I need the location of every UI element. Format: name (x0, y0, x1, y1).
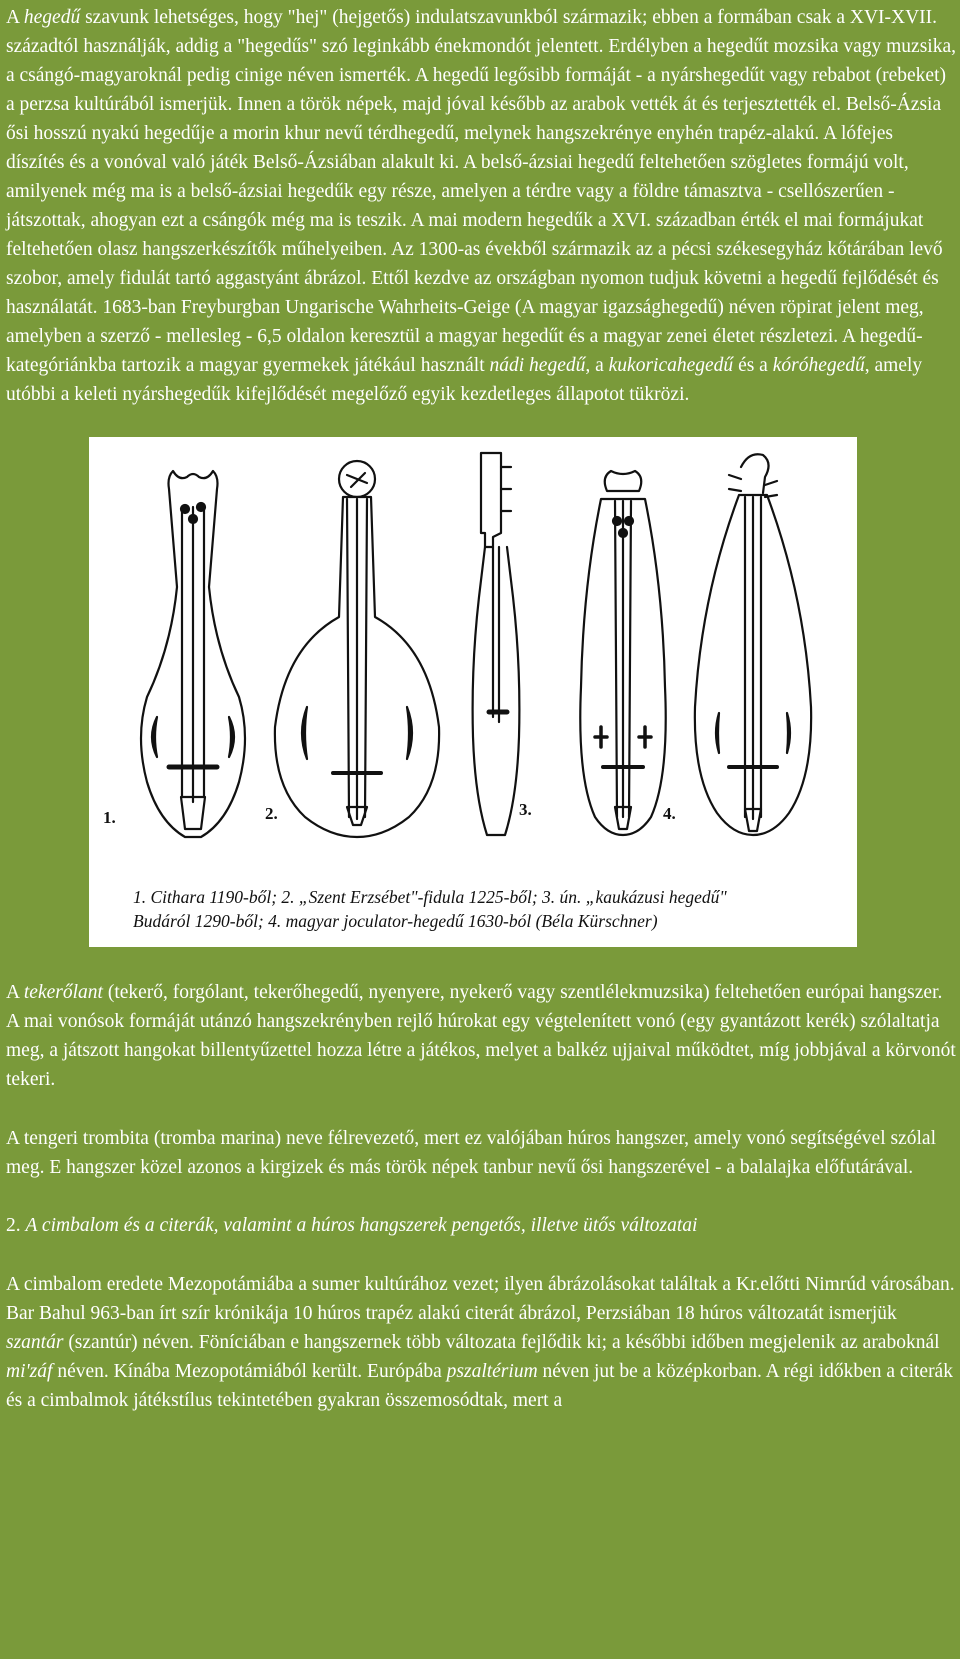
text: néven jut be a középkorban. A régi időkben a citerák és a cimbalmok játékstílus tekintetében gyakran összemosódtak, mert a (6, 1361, 953, 1411)
figure-label-2: 2. (265, 804, 278, 823)
paragraph-tekerolant (6, 978, 956, 1094)
text: A (6, 7, 24, 28)
paragraph-tengeri-trombita: A tengeri trombita (tromba marina) neve félrevezető, mert ez valójában húros hangszer, amely vonó segítségével szólal meg. E hangszer közel azonos a kirgizek és más török népek tanbur nevű ősi hangszerével - a balalajka előfutárával. (6, 1128, 936, 1178)
term-korohegedu: kóróhegedű (772, 355, 865, 376)
figure-image (89, 437, 857, 947)
figure-label-3: 3. (519, 800, 532, 819)
text: szavunk lehetséges, hogy "hej" (hejgetős) indulatszavunkból származik; ebben a formában csak a XVI-XVII. századtól használják, addig a "hegedűs" szó leginkább énekmondót jelentett. Erdélyben a hegedűt mozsika vagy muzsika, a csángó-magyaroknál pedig cinige néven ismerték. A hegedű legősibb formáját - a nyárshegedűt vagy rebabot (rebeket) a perzsa kultúrából ismerjük. Innen a török népek, majd jóval később az arabok vették át és terjesztették el. Belső-Ázsia ősi hosszú nyakú hegedűje a morin khur nevű térdhegedű, melynek hangszekrénye enyhén trapéz-alakú. A lófejes díszítés és a vonóval való játék Belső-Ázsiában alakult ki. A belső-ázsiai hegedű feltehetően szögletes formájú volt, amilyenek még ma is a belső-ázsiai hegedűk egy része, amelyen a térdre vagy a földre támasztva - csellószerűen - játszottak, ahogyan ezt a csángók még ma is teszik. A mai modern hegedűk a XVI. században érték el mai formájukat feltehetően olasz hangszerkészítők műhelyeiben. Az 1300-as évekből származik az a pécsi székesegyház kőtárában levő szobor, amely fidulát tartó aggastyánt ábrázol. Ettől kezdve az országban nyomon tudjuk követni a hegedű fejlődését és használatát. 1683-ban Freyburgban Ungarische Wahrheits-Geige (A magyar igazsághegedű) néven röpirat jelent meg, amelyben a szerző - mellesleg - 6,5 oldalon keresztül a magyar hegedűt és a magyar zenei életet részletezi. A hegedű-kategóriánkba tartozik a magyar gyermekek játékául használt (6, 7, 956, 376)
text: A cimbalom eredete Mezopotámiába a sumer kultúrához vezet; ilyen ábrázolásokat találtak a Kr.előtti Nimrúd városában. Bar Bahul 963-ban írt szír krónikája 10 húros trapéz alakú citerát ábrázol, Perzsiában 18 húros változatát ismerjük (6, 1274, 955, 1324)
figure-label-1: 1. (103, 808, 116, 827)
instrument-figure (84, 437, 854, 949)
section-heading (6, 1211, 956, 1240)
text: (tekerő, forgólant, tekerőhegedű, nyenyere, nyekerő vagy szentlélekmuzsika) feltehetően európai hangszer. A mai vonósok formáját utánzó hangszekrényben rejlő húrokat egy végtelenített vonó (egy gyantázott kerék) szólaltatja meg, a játszott hangokat billentyűzettel hozza létre a játékos, melyet a balkéz ujjaival működtet, míg jobbjával a körvonót tekeri. (6, 982, 956, 1090)
caption-line: 1. Cithara 1190-ből; 2. „Szent Erzsébet"-fidula 1225-ből; 3. ún. „kaukázusi hegedű" (133, 887, 727, 907)
term-tekerolant: tekerőlant (23, 982, 103, 1003)
term-szantar: szantár (6, 1332, 64, 1353)
text: , amely utóbbi a keleti nyárshegedűk kifejlődését megelőző egyik kezdetleges állapotot tükrözi. (6, 355, 923, 405)
term-kukoricahegedu: kukoricahegedű (608, 355, 734, 376)
paragraph-cimbalom (6, 1270, 956, 1415)
fidula-drawing (275, 461, 439, 837)
ornate-fiddle-drawing (695, 454, 811, 835)
text: a (590, 355, 609, 376)
figure-label-4: 4. (663, 804, 676, 823)
text: és a (733, 355, 773, 376)
text: (szantúr) néven. Föníciában e hangszernek több változata fejlődik ki; a későbbi időben megjelenik az araboknál (63, 1332, 940, 1353)
caucasian-fiddle-drawing (473, 453, 520, 835)
heading-text: A cimbalom és a citerák, valamint a húros hangszerek pengetős, illetve ütős változatai (25, 1215, 698, 1236)
term-hegedu: hegedű (23, 7, 81, 28)
joculator-fiddle-drawing (580, 471, 665, 835)
figure-caption (133, 885, 823, 933)
term-mizaf: mi'záf (6, 1361, 53, 1382)
term-pszalterium: pszaltérium (446, 1361, 538, 1382)
heading-number: 2. (6, 1215, 26, 1236)
fiddles-drawing (89, 437, 857, 947)
caption-line: Budáról 1290-ből; 4. magyar joculator-hegedű 1630-ból (Béla Kürschner) (133, 911, 658, 931)
text: néven. Kínába Mezopotámiából került. Európába (52, 1361, 447, 1382)
text: A (6, 982, 24, 1003)
paragraph-hegedu (6, 0, 956, 409)
term-nadi-hegedu: nádi hegedű, (489, 355, 591, 376)
cithara-drawing (141, 471, 245, 837)
